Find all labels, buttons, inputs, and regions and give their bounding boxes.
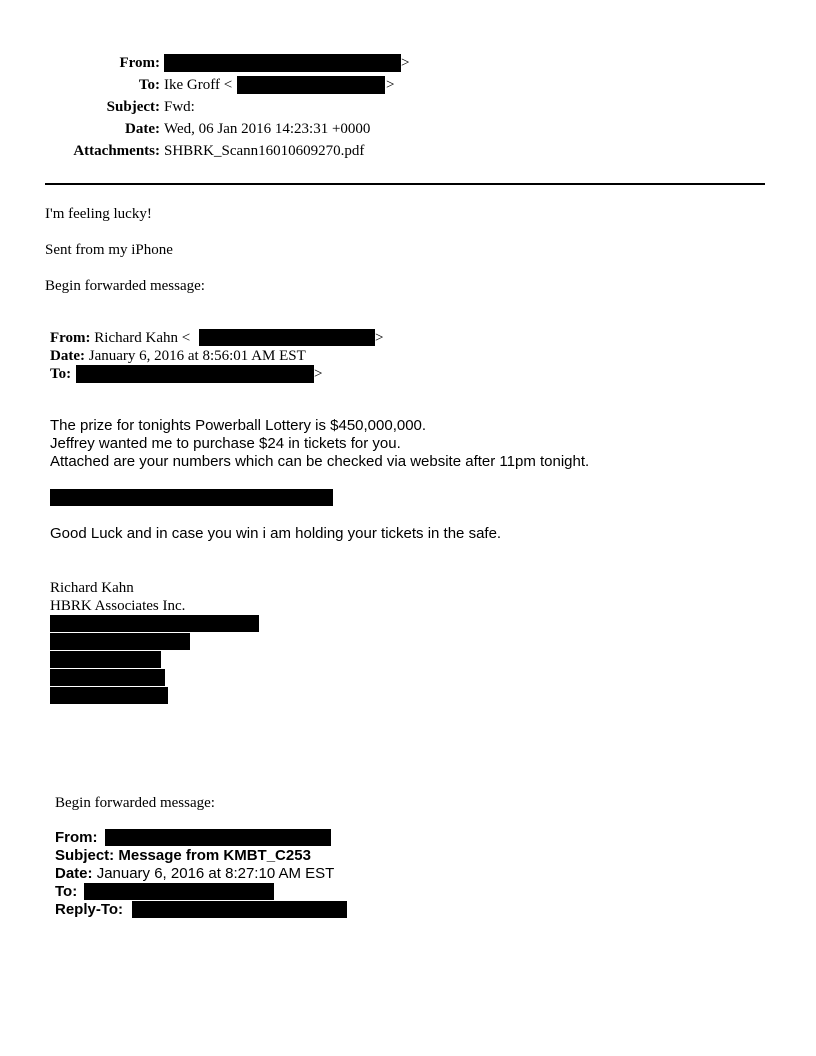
header-from-suffix: >: [401, 55, 410, 71]
header-to-label: To:: [138, 77, 160, 93]
header-date-row: [0, 118, 816, 140]
header-subject-label: Subject:: [106, 99, 160, 115]
fwd2-from-label: From:: [55, 829, 98, 846]
header-attachments-label: Attachments:: [73, 143, 160, 159]
header-date-label: Date:: [125, 121, 160, 137]
header-divider: [45, 183, 765, 185]
header-to-row: [0, 74, 816, 96]
header-attachments-row: [0, 140, 816, 162]
body-line-begin-forwarded: Begin forwarded message:: [45, 278, 205, 294]
signature-company: HBRK Associates Inc.: [50, 598, 186, 614]
redaction-block: [50, 615, 259, 632]
signature-name: Richard Kahn: [50, 580, 134, 596]
fwd1-from-row: [50, 329, 190, 347]
header-date-value: Wed, 06 Jan 2016 14:23:31 +0000: [164, 121, 371, 137]
fwd2-subject-label: Subject:: [55, 847, 115, 864]
body-line-lucky: I'm feeling lucky!: [45, 206, 152, 222]
fwd1-to-suffix: >: [314, 366, 323, 382]
header-subject-value: Fwd:: [164, 99, 195, 115]
header-to-value: Ike Groff <: [164, 77, 233, 93]
fwd1-from-suffix: >: [375, 330, 384, 346]
fwd1-message-line: The prize for tonights Powerball Lottery is $450,000,000.: [50, 417, 427, 434]
header-from-row: [0, 52, 816, 74]
fwd1-message-line: Attached are your numbers which can be checked via website after 11pm tonight.: [50, 453, 590, 470]
fwd2-replyto-label: Reply-To:: [55, 901, 124, 918]
fwd2-intro: Begin forwarded message:: [55, 795, 215, 811]
fwd1-date-value: January 6, 2016 at 8:56:01 AM EST: [88, 348, 306, 364]
fwd1-to-label: To:: [50, 366, 72, 382]
body-line-sent-from: Sent from my iPhone: [45, 242, 173, 258]
redaction-block: [50, 651, 161, 668]
fwd1-date-row: [50, 347, 306, 365]
fwd2-date-row: [55, 865, 334, 883]
redaction-block: [50, 633, 190, 650]
redaction-block: [164, 54, 401, 72]
fwd1-date-label: Date:: [50, 348, 85, 364]
fwd2-subject-row: [55, 847, 311, 865]
redaction-block: [105, 829, 331, 846]
redaction-block: [50, 669, 165, 686]
fwd2-subject-value: Message from KMBT_C253: [118, 847, 311, 864]
redaction-block: [50, 489, 333, 506]
fwd2-date-value: January 6, 2016 at 8:27:10 AM EST: [96, 865, 335, 882]
redaction-block: [84, 883, 274, 900]
redaction-block: [50, 687, 168, 704]
fwd1-message-line: Jeffrey wanted me to purchase $24 in tickets for you.: [50, 435, 401, 452]
header-subject-row: [0, 96, 816, 118]
header-from-label: From:: [119, 55, 160, 71]
redaction-block: [132, 901, 347, 918]
fwd1-from-label: From:: [50, 330, 91, 346]
attachment-filename: SHBRK_Scann16010609270.pdf: [164, 143, 365, 159]
fwd1-from-value: Richard Kahn <: [94, 330, 191, 346]
fwd2-date-label: Date:: [55, 865, 93, 882]
fwd1-message-line: Good Luck and in case you win i am holding your tickets in the safe.: [50, 525, 502, 542]
redaction-block: [199, 329, 375, 346]
header-to-suffix: >: [386, 77, 395, 93]
redaction-block: [237, 76, 385, 94]
fwd2-to-label: To:: [55, 883, 78, 900]
redaction-block: [76, 365, 314, 383]
